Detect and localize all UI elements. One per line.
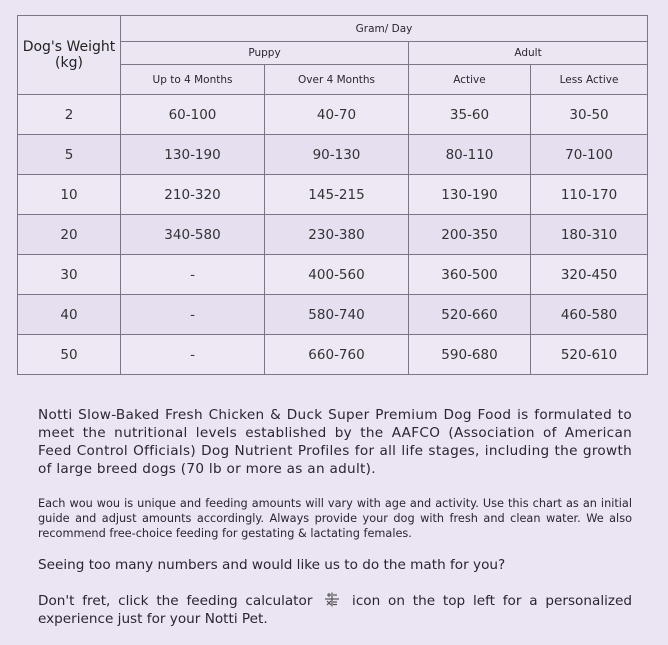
amount-cell: 110-170 [531, 175, 648, 215]
amount-cell: 320-450 [531, 255, 648, 295]
weight-cell: 30 [18, 255, 121, 295]
weight-cell: 50 [18, 335, 121, 375]
calculator-prompt: Seeing too many numbers and would like us to do the math for you? [38, 557, 506, 573]
amount-cell: 340-580 [121, 215, 265, 255]
table-row [18, 255, 648, 295]
amount-cell: 40-70 [265, 95, 409, 135]
calculator-instruction-end: icon on the top left for a personalized experience just for your Notti Pet. [38, 593, 632, 627]
table-row [18, 335, 648, 375]
amount-cell: 60-100 [121, 95, 265, 135]
feeding-guidance: Each wou wou is unique and feeding amounts will vary with age and activity. Use this chart as an initial guide and adjust amounts accordingly. Always provide your dog with fresh and clean water. We also recommend free-choice feeding for gestating & lactating females. [38, 497, 632, 540]
amount-cell: 210-320 [121, 175, 265, 215]
table-row [18, 95, 648, 135]
weight-cell: 40 [18, 295, 121, 335]
amount-cell: 360-500 [409, 255, 531, 295]
gram-per-day-header: Gram/ Day [121, 16, 648, 42]
amount-cell: 30-50 [531, 95, 648, 135]
weight-cell: 5 [18, 135, 121, 175]
table-row [18, 135, 648, 175]
amount-cell: 230-380 [265, 215, 409, 255]
col-header-less-active: Less Active [531, 65, 648, 95]
table-row [18, 295, 648, 335]
nutrition-statement: Notti Slow-Baked Fresh Chicken & Duck Super Premium Dog Food is formulated to meet the nutritional levels established by the AAFCO (Association of American Feed Control Officials) Dog Nutrient Profiles for all life stages, including the growth of large breed dogs (70 lb or more as an adult). [38, 407, 632, 477]
table-row [18, 215, 648, 255]
amount-cell: 80-110 [409, 135, 531, 175]
amount-cell: 145-215 [265, 175, 409, 215]
puppy-header: Puppy [121, 42, 409, 65]
weight-cell: 2 [18, 95, 121, 135]
adult-header: Adult [409, 42, 648, 65]
feeding-table [17, 15, 648, 375]
calculator-instruction [38, 592, 632, 628]
col-header-up-to-4-months: Up to 4 Months [121, 65, 265, 95]
col-header-over-4-months: Over 4 Months [265, 65, 409, 95]
amount-cell: - [121, 255, 265, 295]
amount-cell: 580-740 [265, 295, 409, 335]
weight-header: Dog's Weight (kg) [18, 16, 121, 95]
amount-cell: 460-580 [531, 295, 648, 335]
amount-cell: 400-560 [265, 255, 409, 295]
amount-cell: 90-130 [265, 135, 409, 175]
amount-cell: 180-310 [531, 215, 648, 255]
calculator-icon [324, 592, 340, 607]
amount-cell: 520-660 [409, 295, 531, 335]
table-row [18, 175, 648, 215]
amount-cell: 130-190 [409, 175, 531, 215]
amount-cell: 660-760 [265, 335, 409, 375]
amount-cell: 200-350 [409, 215, 531, 255]
amount-cell: 35-60 [409, 95, 531, 135]
calculator-instruction-start: Don't fret, click the feeding calculator [38, 593, 313, 609]
amount-cell: 70-100 [531, 135, 648, 175]
amount-cell: 590-680 [409, 335, 531, 375]
amount-cell: - [121, 335, 265, 375]
weight-cell: 20 [18, 215, 121, 255]
amount-cell: - [121, 295, 265, 335]
amount-cell: 520-610 [531, 335, 648, 375]
weight-cell: 10 [18, 175, 121, 215]
col-header-active: Active [409, 65, 531, 95]
amount-cell: 130-190 [121, 135, 265, 175]
